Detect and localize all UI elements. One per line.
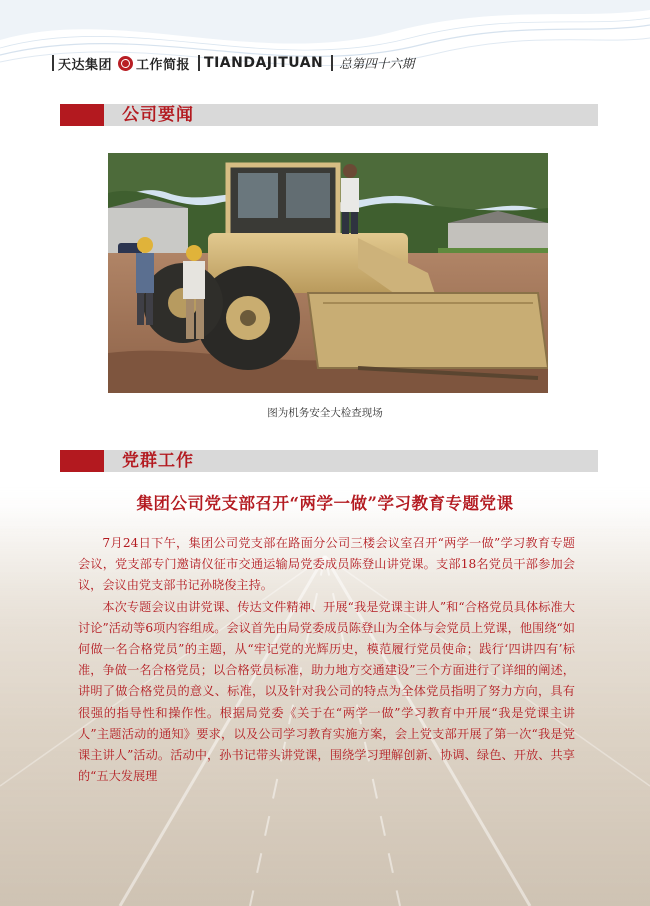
header-divider — [52, 55, 54, 71]
section-accent-block — [60, 104, 104, 126]
header-divider — [331, 55, 333, 71]
issue-number: 总第四十六期 — [339, 56, 415, 71]
article-body — [78, 533, 575, 787]
section-accent-block — [60, 450, 104, 472]
section-header-party — [60, 450, 598, 472]
article-title: 集团公司党支部召开“两学一做”学习教育专题党课 — [136, 494, 514, 513]
bulletin-header — [48, 52, 414, 74]
section-title: 党群工作 — [122, 451, 194, 471]
photo-caption: 图为机务安全大检查现场 — [267, 407, 383, 419]
header-divider — [198, 55, 200, 71]
news-photo — [108, 153, 548, 393]
article-paragraph: 本次专题会议由讲党课、传达文件精神、开展“我是党课主讲人”和“合格党员具体标准大讨论”活动等6项内容组成。会议首先由局党委成员陈登山为全体与会党员上党课，他围绕“如何做一名合格党员”的主题，从“牢记党的光辉历史，模范履行党员使命；践行‘四讲四有’标准，争做一名合格党员；以合格党员标准，助力地方交通建设”三个方面进行了详细的阐述，讲明了做合格党员的意义、标准，以及针对我公司的特点为全体党员指明了努力方向，具有很强的指导性和操作性。根据局党委《关于在“两学一做”学习教育中开展“我是党课主讲人”主题活动的通知》要求，以及公司学习教育实施方案，会上党支部开展了第一次“我是党课主讲人”活动。活动中，孙书记带头讲党课，围绕学习理解创新、协调、绿色、开放、共享的“五大发展理 — [78, 599, 575, 784]
company-logo-icon — [118, 56, 133, 71]
company-name: 天达集团 — [58, 57, 113, 73]
section-title: 公司要闻 — [122, 105, 194, 125]
loader-inspection-photo — [108, 153, 548, 393]
article-paragraph: 7月24日下午，集团公司党支部在路面分公司三楼会议室召开“两学一做”学习教育专题会议，党支部专门邀请仪征市交通运输局党委成员陈登山讲党课。支部18名党员干部参加会议，会议由党支部书记孙晓俊主持。 — [78, 536, 575, 593]
bulletin-name: 工作简报 — [136, 57, 191, 73]
section-header-news — [60, 104, 598, 126]
brand-english: TIANDAJITUAN — [204, 55, 324, 71]
